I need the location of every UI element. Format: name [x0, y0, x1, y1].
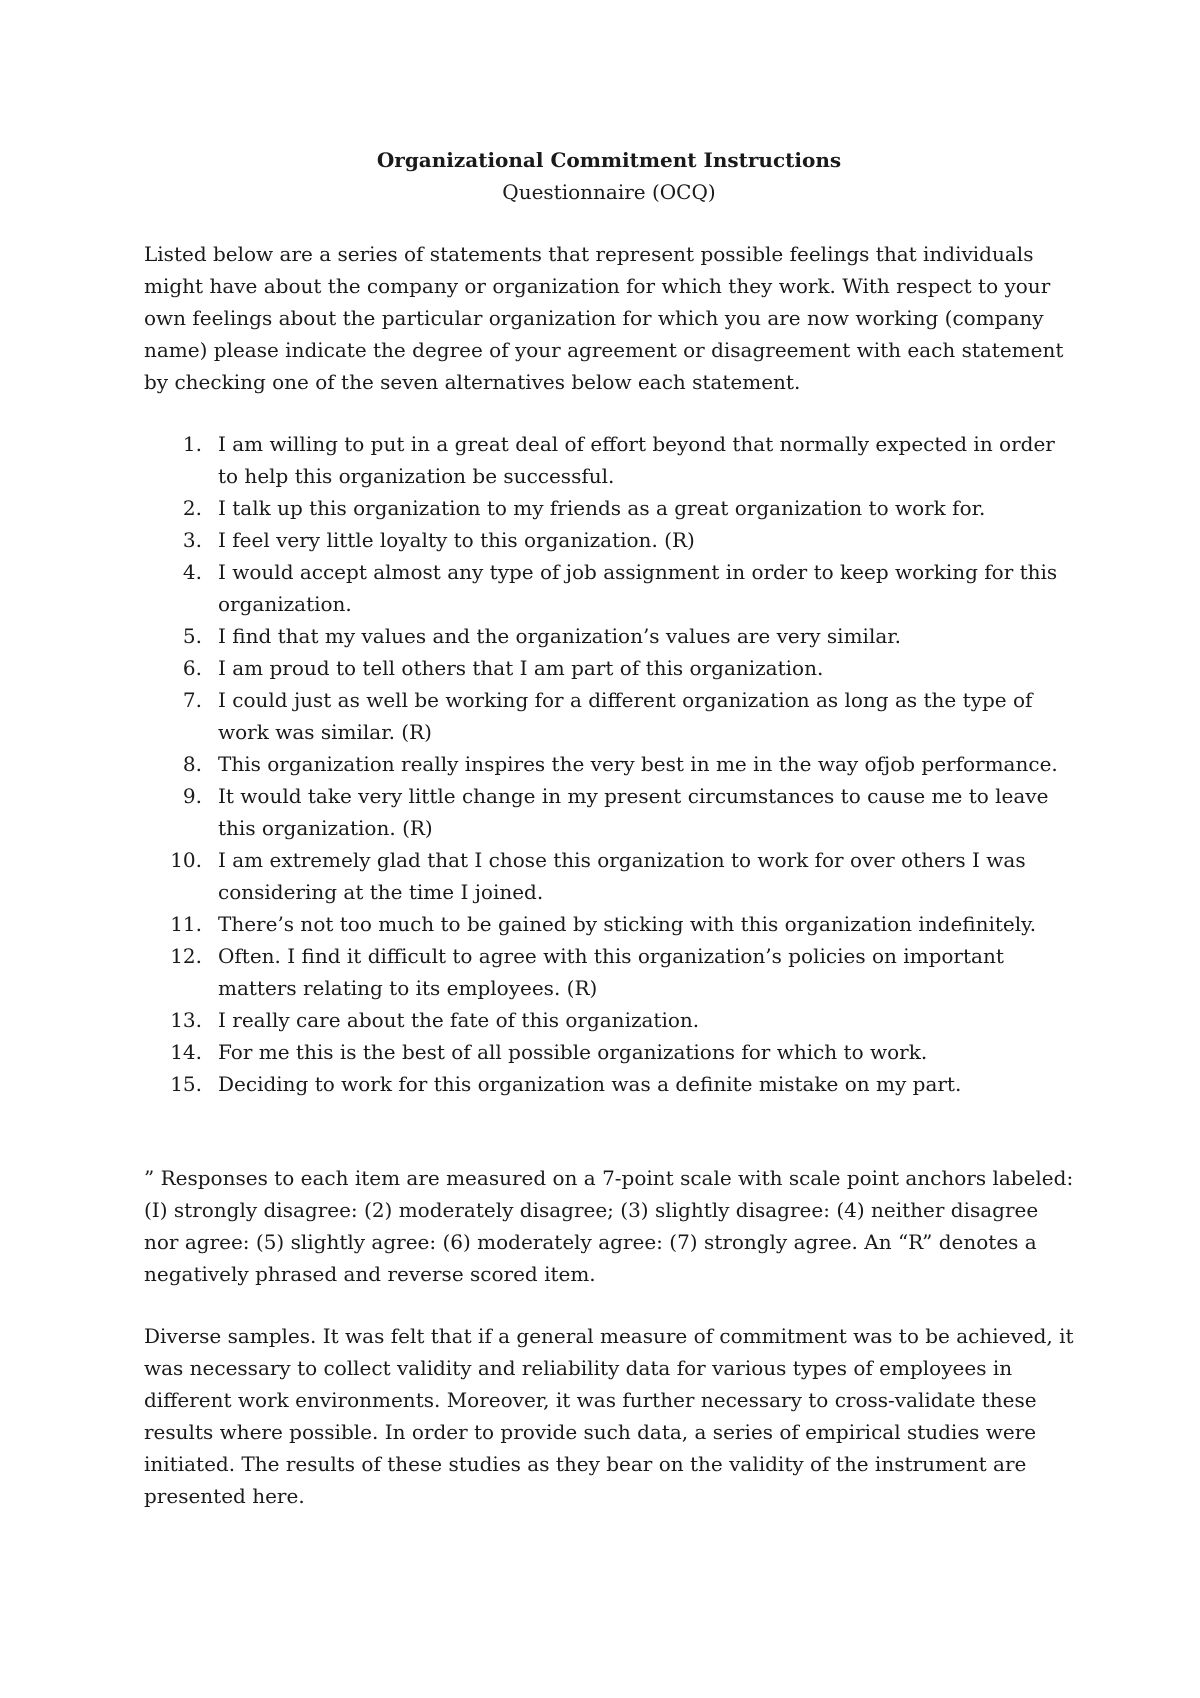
list-item [144, 1004, 1074, 1036]
list-item-number: 1. [182, 432, 202, 456]
list-item-text: I talk up this organization to my friends as a great organization to work for. [218, 496, 986, 520]
list-item [144, 428, 1074, 492]
document-subtitle: Questionnaire (OCQ) [502, 180, 716, 204]
list-item [144, 620, 1074, 652]
list-item-number: 6. [182, 656, 202, 680]
list-item-number: 9. [182, 784, 202, 808]
list-item-number: 7. [182, 688, 202, 712]
list-item [144, 524, 1074, 556]
list-item-number: 3. [182, 528, 202, 552]
list-item-number: 4. [182, 560, 202, 584]
list-item [144, 684, 1074, 748]
list-item-number: 14. [170, 1040, 202, 1064]
list-item [144, 748, 1074, 780]
list-item [144, 1068, 1074, 1100]
list-item [144, 940, 1074, 1004]
list-item-text: I could just as well be working for a different organization as long as the type of work was similar. (R) [218, 688, 1033, 744]
list-item-number: 15. [170, 1072, 202, 1096]
list-item-text: Deciding to work for this organization was a definite mistake on my part. [218, 1072, 962, 1096]
document-title: Organizational Commitment Instructions [376, 148, 842, 172]
list-item-number: 5. [182, 624, 202, 648]
list-item-text: For me this is the best of all possible organizations for which to work. [218, 1040, 928, 1064]
document-body [144, 144, 1074, 1512]
scale-note-paragraph: ” Responses to each item are measured on a 7-point scale with scale point anchors labeled: (I) strongly disagree: (2) moderately disagree; (3) slightly disagree: (4) neither disagree nor agree: (5) slightly agree: (6) moderately agree: (7) strongly agree. An “R” denotes a negatively phrased and reverse scored item. [144, 1166, 1074, 1286]
list-item-number: 12. [170, 944, 202, 968]
intro-paragraph: Listed below are a series of statements that represent possible feelings that individuals might have about the company or organization for which they work. With respect to your own feelings about the particular organization for which you are now working (company name) please indicate the degree of your agreement or disagreement with each statement by checking one of the seven alternatives below each statement. [144, 242, 1064, 394]
list-item-text: This organization really inspires the very best in me in the way ofjob performance. [218, 752, 1058, 776]
list-item [144, 492, 1074, 524]
list-item [144, 556, 1074, 620]
list-item-text: I really care about the fate of this organization. [218, 1008, 700, 1032]
list-item-number: 13. [170, 1008, 202, 1032]
list-item-text: Often. I find it difficult to agree with this organization’s policies on important matters relating to its employees. (R) [218, 944, 1004, 1000]
list-item-text: I find that my values and the organization’s values are very similar. [218, 624, 901, 648]
list-item-number: 10. [170, 848, 202, 872]
list-item-number: 11. [170, 912, 202, 936]
list-item [144, 844, 1074, 908]
diverse-samples-paragraph: Diverse samples. It was felt that if a general measure of commitment was to be achieved, it was necessary to collect validity and reliability data for various types of employees in different work environments. Moreover, it was further necessary to cross-validate these results where possible. In order to provide such data, a series of empirical studies were initiated. The results of these studies as they bear on the validity of the instrument are presented here. [144, 1324, 1074, 1508]
statement-list [144, 428, 1074, 1100]
list-item-number: 2. [182, 496, 202, 520]
list-item-text: I am extremely glad that I chose this organization to work for over others I was considering at the time I joined. [218, 848, 1026, 904]
list-item [144, 780, 1074, 844]
list-item [144, 908, 1074, 940]
list-item-text: It would take very little change in my present circumstances to cause me to leave this organization. (R) [218, 784, 1049, 840]
list-item-text: I am proud to tell others that I am part of this organization. [218, 656, 824, 680]
list-item [144, 652, 1074, 684]
list-item-number: 8. [182, 752, 202, 776]
list-item-text: I am willing to put in a great deal of effort beyond that normally expected in order to help this organization be successful. [218, 432, 1055, 488]
list-item [144, 1036, 1074, 1068]
list-item-text: There’s not too much to be gained by sticking with this organization indefinitely. [218, 912, 1037, 936]
list-item-text: I would accept almost any type of job assignment in order to keep working for this organization. [218, 560, 1058, 616]
list-item-text: I feel very little loyalty to this organization. (R) [218, 528, 695, 552]
